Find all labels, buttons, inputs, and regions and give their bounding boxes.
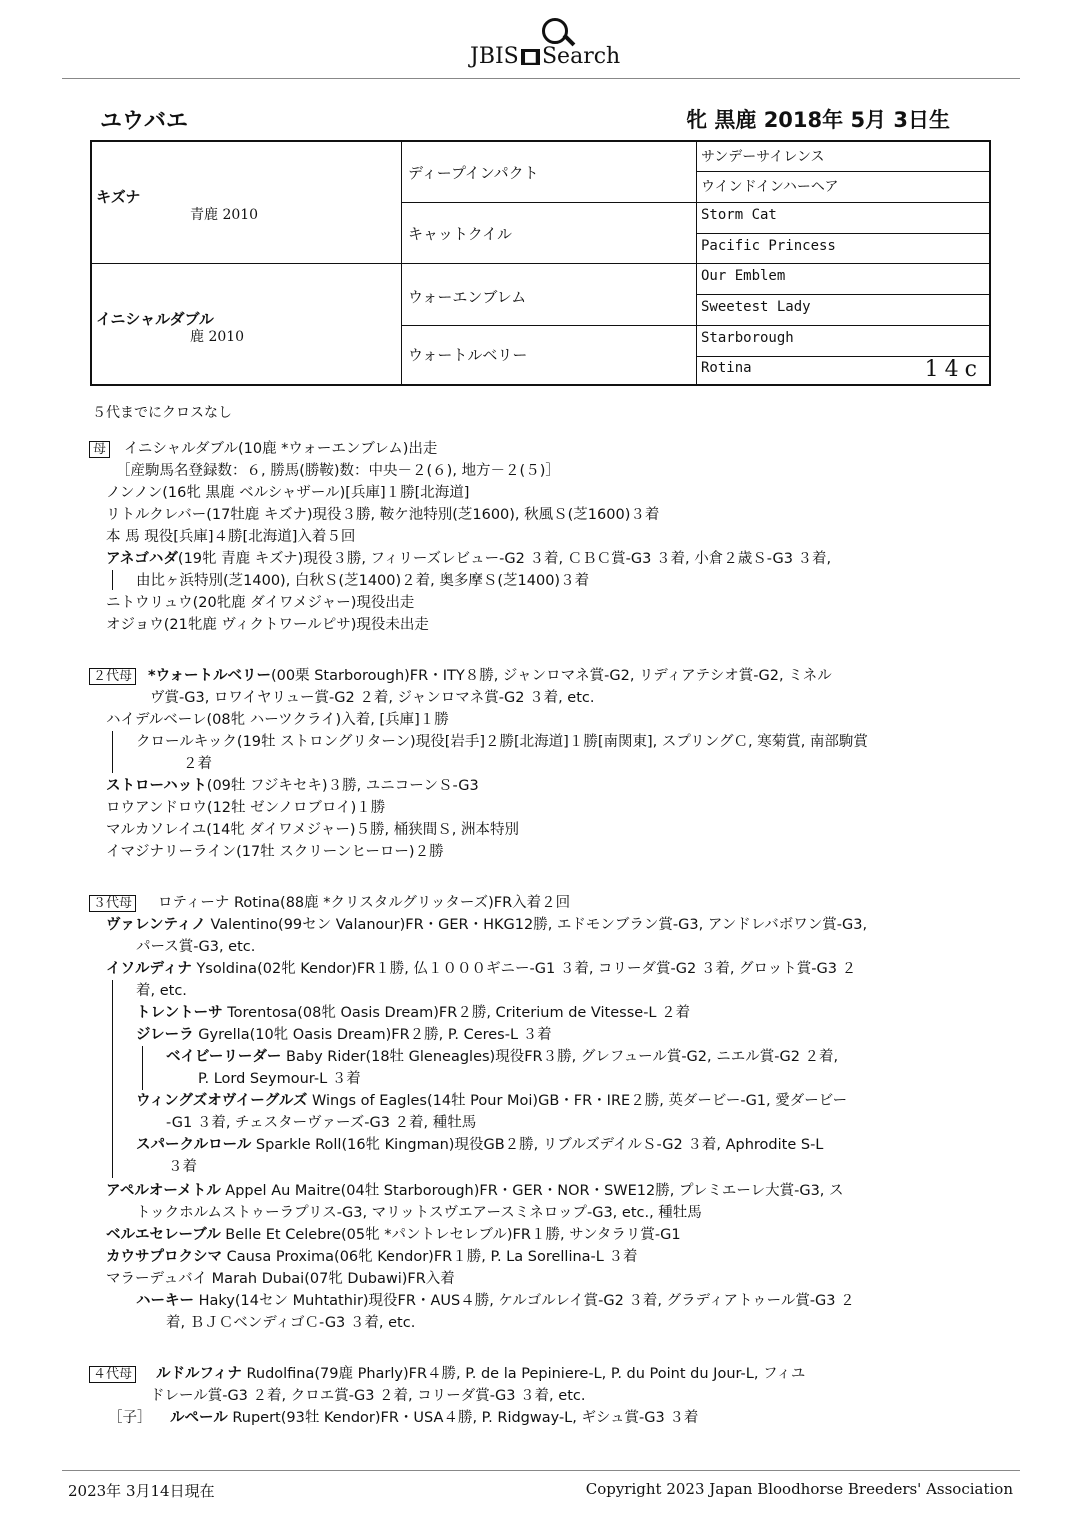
record-text: Baby Rider(18牡 Gleneagles)現役FR３勝, グレフュール賞-G2, ニエル賞-G2 ２着,: [281, 1049, 839, 1065]
second-dam-line: ロウアンドロウ(12牡 ゼンノロブロイ)１勝: [106, 800, 386, 816]
record-text: Rupert(93牡 Kendor)FR・USA４勝, P. Ridgway-L, ギシュ賞-G3 ３着: [227, 1410, 699, 1426]
pedigree-g3-name: Our Emblem: [701, 268, 786, 284]
fourth-dam-line: [156, 1364, 805, 1384]
black-type-name: ヴァレンティノ: [106, 917, 206, 933]
cross-note: ５代までにクロスなし: [92, 405, 232, 421]
tree-connector: [112, 980, 113, 1178]
record-text: Gyrella(10牝 Oasis Dream)FR２勝, P. Ceres-L ３着: [193, 1027, 552, 1043]
second-dam-line: ハイデルベーレ(08牝 ハーツクライ)入着, [兵庫]１勝: [106, 712, 449, 728]
third-dam-line: [106, 959, 856, 979]
pedigree-g3-cell: [697, 172, 989, 203]
dam-line: ニトウリュウ(20牝鹿 ダイワメジャー)現役出走: [106, 595, 415, 611]
logo-text-jbis: JBIS: [470, 44, 519, 69]
dam-line: イニシャルダブル(10鹿 *ウォーエンブレム)出走: [124, 441, 438, 457]
magnifier-icon: [542, 18, 568, 44]
black-type-name: カウサプロクシマ: [106, 1249, 222, 1265]
pedigree-g3-cell: [697, 142, 989, 172]
footer-date: 2023年 3月14日現在: [68, 1482, 215, 1500]
third-dam-line: トックホルムストゥーラプリス-G3, マリットスヴエアースミネロップ-G3, etc., 種牡馬: [136, 1205, 702, 1221]
third-dam-line: -G1 ３着, チェスターヴァーズ-G3 ２着, 種牡馬: [166, 1115, 477, 1131]
horse-name: ユウバエ: [100, 109, 189, 134]
record-text: Appel Au Maitre(04牡 Starborough)FR・GER・NOR・SWE12勝, プレミエーレ大賞-G3, ス: [220, 1183, 844, 1199]
pedigree-g2-name: ディープインパクト: [408, 164, 539, 182]
pedigree-g3-name: Storm Cat: [701, 207, 777, 223]
section-label-fourth-dam: ４代母: [89, 1366, 136, 1383]
black-type-name: トレントーサ: [136, 1005, 223, 1021]
dam-line: 本 馬 現役[兵庫]４勝[北海道]入着５回: [106, 529, 356, 545]
pedigree-g2-cell: [402, 326, 697, 384]
pedigree-g3-cell: [697, 264, 989, 295]
black-type-name: ジレーラ: [136, 1027, 194, 1043]
black-type-name: ストローハット: [106, 778, 207, 794]
pedigree-g2-cell: [402, 264, 697, 326]
black-type-name: ベイビーリーダー: [166, 1049, 282, 1065]
record-text: (00栗 Starborough)FR・ITY８勝, ジャンロマネ賞-G2, リディアテシオ賞-G2, ミネル: [271, 668, 832, 684]
section-label-dam: 母: [89, 441, 110, 458]
pedigree-g3-cell: [697, 234, 989, 264]
third-dam-line: [136, 1003, 690, 1023]
third-dam-line: [136, 1291, 855, 1311]
third-dam-line: ロティーナ Rotina(88鹿 *クリスタルグリッターズ)FR入着２回: [158, 895, 571, 911]
black-type-name: ベルエセレーブル: [106, 1227, 221, 1243]
black-type-name: ハーキー: [136, 1293, 194, 1309]
pedigree-g2-name: ウォーエンブレム: [408, 288, 527, 306]
black-type-name: アネゴハダ: [106, 551, 178, 567]
tree-connector: [112, 731, 113, 773]
third-dam-line: [106, 1225, 681, 1245]
record-text: Causa Proxima(06牝 Kendor)FR１勝, P. La Sorellina-L ３着: [222, 1249, 638, 1265]
dam-color-year: 鹿 2010: [190, 329, 245, 345]
third-dam-line: [136, 1025, 552, 1045]
header-divider: [62, 78, 1020, 79]
pedigree-g2-name: キャットクイル: [408, 225, 512, 243]
fourth-dam-line: [170, 1408, 698, 1428]
third-dam-line: ３着: [168, 1159, 197, 1175]
pedigree-g2-name: ウォートルベリー: [408, 346, 528, 364]
dam-line: オジョウ(21牝鹿 ヴィクトワールピサ)現役未出走: [106, 617, 429, 633]
pedigree-g3-cell: [697, 357, 989, 384]
inbreeding-code: 14c: [924, 357, 983, 382]
second-dam-line: マルカソレイユ(14牝 ダイワメジャー)５勝, 桶狭間Ｓ, 洲本特別: [106, 822, 519, 838]
black-type-name: ウィングズオヴイーグルズ: [136, 1093, 308, 1109]
record-text: (19牝 青鹿 キズナ)現役３勝, フィリーズレビュー-G2 ３着, ＣＢＣ賞-G3 ３着, 小倉２歳Ｓ-G3 ３着,: [177, 551, 832, 567]
pedigree-sire-cell: [92, 142, 402, 264]
black-type-name: *ウォートルベリー: [148, 668, 272, 684]
black-type-name: アペルオーメトル: [106, 1183, 221, 1199]
pedigree-g3-name: Sweetest Lady: [701, 299, 811, 315]
third-dam-line: マラーデュバイ Marah Dubai(07牝 Dubawi)FR入着: [106, 1271, 455, 1287]
dam-name: イニシャルダブル: [96, 310, 214, 328]
record-text: Wings of Eagles(14牡 Pour Moi)GB・FR・IRE２勝, 英ダービー-G1, 愛ダービー: [307, 1093, 848, 1109]
logo-box: ■: [521, 49, 540, 65]
second-dam-line: [106, 776, 479, 796]
sire-name: キズナ: [96, 188, 141, 206]
dam-line: 由比ヶ浜特別(芝1400), 白秋Ｓ(芝1400)２着, 奥多摩Ｓ(芝1400)３着: [136, 573, 590, 589]
sire-color-year: 青鹿 2010: [190, 207, 259, 223]
black-type-name: ルペール: [170, 1410, 228, 1426]
second-dam-line: クロールキック(19牡 ストロングリターン)現役[岩手]２勝[北海道]１勝[南関東], スプリングＣ, 寒菊賞, 南部駒賞: [136, 734, 868, 750]
footer-divider: [62, 1470, 1020, 1471]
child-label: ［子］: [108, 1410, 152, 1426]
third-dam-line: パース賞-G3, etc.: [136, 939, 256, 955]
pedigree-g3-name: サンデーサイレンス: [701, 149, 825, 165]
footer-copyright: Copyright 2023 Japan Bloodhorse Breeders' Association: [585, 1480, 1013, 1498]
record-text: (09牡 フジキセキ)３勝, ユニコーンＳ-G3: [206, 778, 479, 794]
tree-connector: [142, 1046, 143, 1090]
record-text: Valentino(99セン Valanour)FR・GER・HKG12勝, エドモンブラン賞-G3, アンドレバボワン賞-G3,: [205, 917, 868, 933]
pedigree-g3-name: Rotina: [701, 360, 752, 376]
black-type-name: スパークルロール: [136, 1137, 252, 1153]
pedigree-g3-cell: [697, 326, 989, 357]
third-dam-line: [136, 1091, 847, 1111]
dam-line: ［産駒馬名登録数：６, 勝馬(勝鞍)数：中央－２(６), 地方－２(５)］: [116, 463, 560, 479]
pedigree-g3-name: Starborough: [701, 330, 794, 346]
record-text: Haky(14セン Muhtathir)現役FR・AUS４勝, ケルゴルレイ賞-G2 ３着, グラディアトゥール賞-G3 ２: [194, 1293, 855, 1309]
section-label-third-dam: ３代母: [89, 895, 136, 912]
record-text: Sparkle Roll(16牝 Kingman)現役GB２勝, リブルズデイルＳ-G2 ３着, Aphrodite S-L: [251, 1137, 824, 1153]
pedigree-dam-cell: [92, 264, 402, 384]
pedigree-g3-name: ウインドインハーヘア: [701, 179, 839, 195]
pedigree-g3-cell: [697, 295, 989, 326]
third-dam-line: 着, etc.: [136, 983, 187, 999]
third-dam-line: [106, 915, 867, 935]
pedigree-g3-name: Pacific Princess: [701, 238, 836, 254]
pedigree-g2-cell: [402, 142, 697, 203]
black-type-name: ルドルフィナ: [156, 1366, 242, 1382]
record-text: Ysoldina(02牝 Kendor)FR１勝, 仏１０００ギニー-G1 ３着, コリーダ賞-G2 ３着, グロット賞-G3 ２: [191, 961, 857, 977]
third-dam-line: [106, 1247, 637, 1267]
second-dam-line: ２着: [183, 756, 212, 772]
logo-text-search: Search: [541, 44, 621, 69]
third-dam-line: [106, 1181, 844, 1201]
third-dam-line: P. Lord Seymour-L ３着: [198, 1071, 361, 1087]
record-text: Belle Et Celebre(05牝 *パントレセレブル)FR１勝, サンタラリ賞-G1: [220, 1227, 681, 1243]
pedigree-table: [90, 140, 991, 386]
record-text: Torentosa(08牝 Oasis Dream)FR２勝, Criterium de Vitesse-L ２着: [222, 1005, 691, 1021]
third-dam-line: [166, 1047, 838, 1067]
fourth-dam-line: ドレール賞-G3 ２着, クロエ賞-G3 ２着, コリーダ賞-G3 ３着, etc.: [150, 1388, 586, 1404]
section-label-second-dam: ２代母: [89, 668, 136, 685]
second-dam-line: ヴ賞-G3, ロワイヤリュー賞-G2 ２着, ジャンロマネ賞-G2 ３着, etc.: [150, 690, 595, 706]
dam-line: リトルクレバー(17牡鹿 キズナ)現役３勝, 鞍ケ池特別(芝1600), 秋風Ｓ(芝1600)３着: [106, 507, 660, 523]
dam-line: ノンノン(16牝 黒鹿 ベルシャザール)[兵庫]１勝[北海道]: [106, 485, 470, 501]
second-dam-line: [148, 666, 832, 686]
pedigree-g2-cell: [402, 203, 697, 264]
tree-connector: [112, 570, 113, 590]
pedigree-g3-cell: [697, 203, 989, 234]
horse-title-row: [100, 104, 950, 134]
jbis-search-logo: [470, 18, 640, 74]
black-type-name: イソルディナ: [106, 961, 192, 977]
third-dam-line: 着, ＢＪＣベンディゴＣ-G3 ３着, etc.: [166, 1315, 416, 1331]
third-dam-line: [136, 1135, 823, 1155]
horse-info: 牝 黒鹿 2018年 5月 3日生: [686, 108, 950, 132]
record-text: Rudolfina(79鹿 Pharly)FR４勝, P. de la Pepiniere-L, P. du Point du Jour-L, フィユ: [241, 1366, 806, 1382]
second-dam-line: イマジナリーライン(17牡 スクリーンヒーロー)２勝: [106, 844, 444, 860]
dam-line: [106, 549, 831, 569]
